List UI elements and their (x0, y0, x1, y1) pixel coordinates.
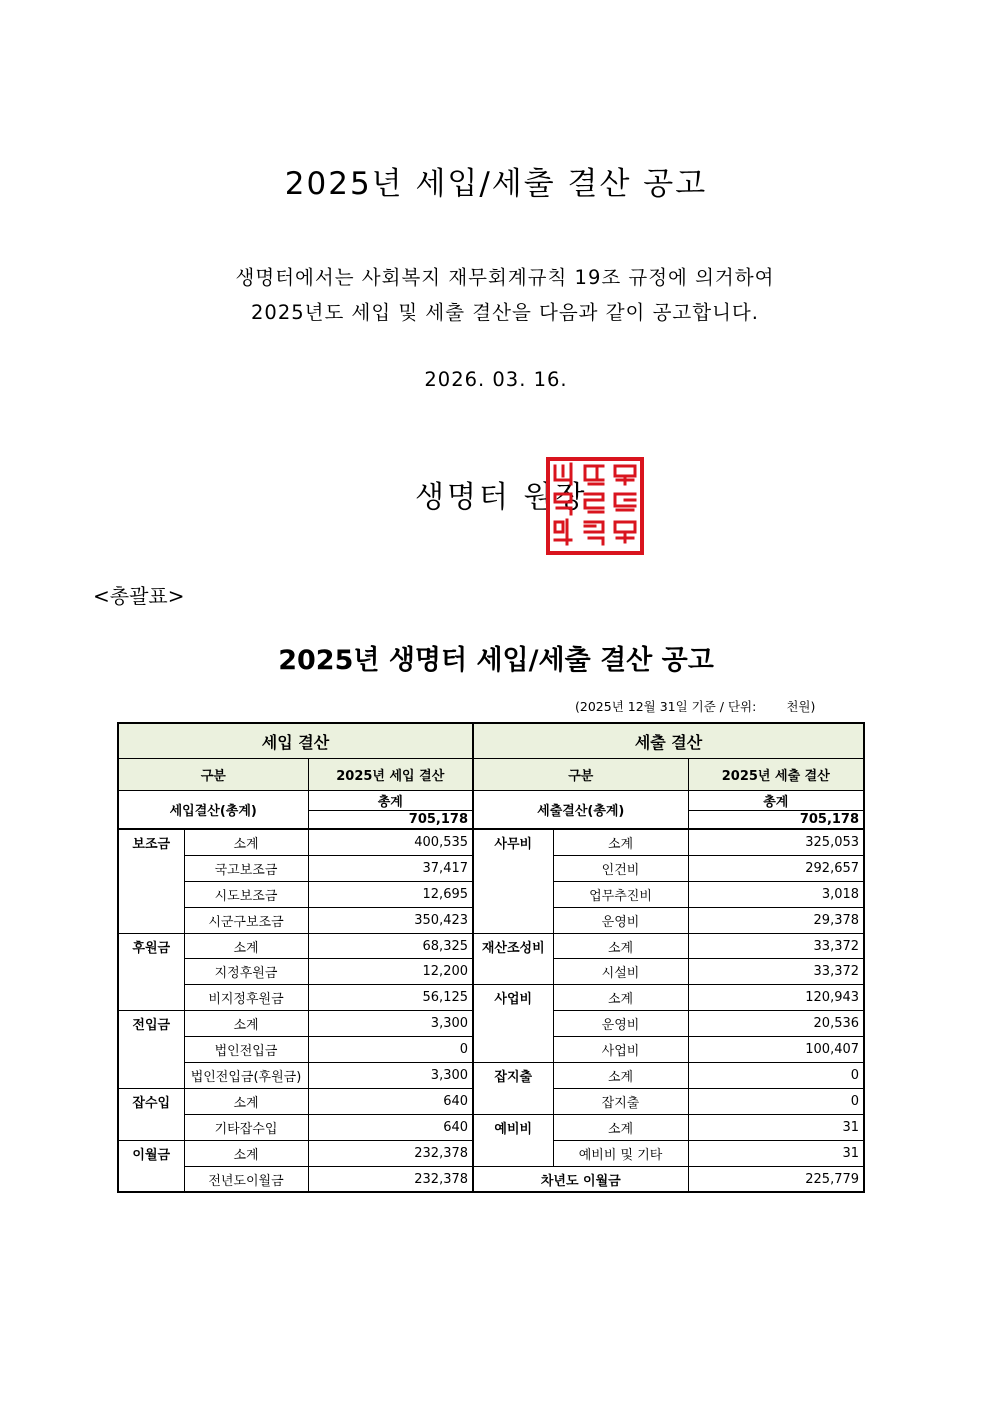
section-header-row (118, 723, 864, 759)
expense-amount: 0 (688, 1088, 864, 1114)
expense-amount: 0 (688, 1063, 864, 1089)
expense-amount: 3,018 (688, 881, 864, 907)
revenue-amount: 3,300 (308, 1011, 473, 1037)
revenue-amount: 12,695 (308, 881, 473, 907)
revenue-category: 잡수입 (118, 1088, 184, 1140)
expense-item: 운영비 (553, 1011, 688, 1037)
table-row (118, 1114, 864, 1140)
expense-amount: 292,657 (688, 855, 864, 881)
revenue-item: 법인전입금 (184, 1037, 308, 1063)
revenue-amount: 12,200 (308, 959, 473, 985)
revenue-amount-header: 2025년 세입 결산 (308, 759, 473, 791)
expense-item: 소계 (553, 1114, 688, 1140)
expense-amount: 225,779 (688, 1166, 864, 1192)
expense-category: 잡지출 (473, 1063, 553, 1115)
expense-section-header: 세출 결산 (473, 723, 864, 759)
expense-item: 소계 (553, 829, 688, 855)
revenue-category: 보조금 (118, 829, 184, 933)
revenue-amount: 400,535 (308, 829, 473, 855)
revenue-item: 소계 (184, 1140, 308, 1166)
revenue-amount: 0 (308, 1037, 473, 1063)
revenue-amount: 350,423 (308, 907, 473, 933)
revenue-amount: 68,325 (308, 933, 473, 959)
expense-amount: 120,943 (688, 985, 864, 1011)
expense-item: 소계 (553, 1063, 688, 1089)
expense-category: 차년도 이월금 (473, 1166, 688, 1192)
revenue-amount: 640 (308, 1114, 473, 1140)
revenue-item: 비지정후원금 (184, 985, 308, 1011)
expense-amount: 325,053 (688, 829, 864, 855)
table-row (118, 985, 864, 1011)
revenue-item: 전년도이월금 (184, 1166, 308, 1192)
basis-date: (2025년 12월 31일 기준 / 단위: (575, 699, 757, 714)
revenue-section-header: 세입 결산 (118, 723, 473, 759)
signer-name: 생명터 원장 (415, 480, 588, 515)
announcement-date: 2026. 03. 16. (424, 368, 568, 391)
revenue-total-word: 총계 (308, 791, 473, 811)
expense-amount: 33,372 (688, 933, 864, 959)
expense-item: 운영비 (553, 907, 688, 933)
revenue-item: 소계 (184, 1088, 308, 1114)
expense-item: 잡지출 (553, 1088, 688, 1114)
expense-total-word: 총계 (688, 791, 864, 811)
revenue-category-header: 구분 (118, 759, 308, 791)
expense-item: 소계 (553, 985, 688, 1011)
revenue-amount: 232,378 (308, 1166, 473, 1192)
expense-category-header: 구분 (473, 759, 688, 791)
settlement-table (117, 722, 865, 1193)
expense-total-value: 705,178 (688, 811, 864, 830)
expense-amount-header: 2025년 세출 결산 (688, 759, 864, 791)
revenue-item: 소계 (184, 933, 308, 959)
revenue-category: 이월금 (118, 1140, 184, 1192)
table-row (118, 933, 864, 959)
expense-total-label: 세출결산(총계) (473, 791, 688, 830)
expense-amount: 31 (688, 1140, 864, 1166)
expense-amount: 100,407 (688, 1037, 864, 1063)
summary-section-label: <총괄표> (93, 584, 185, 608)
expense-item: 업무추진비 (553, 881, 688, 907)
document-title: 2025년 세입/세출 결산 공고 (284, 166, 708, 202)
basis-unit: 천원) (786, 699, 816, 714)
revenue-item: 소계 (184, 1011, 308, 1037)
expense-item: 시설비 (553, 959, 688, 985)
total-label-row (118, 791, 864, 811)
intro-line-2: 2025년도 세입 및 세출 결산을 다음과 같이 공고합니다. (251, 301, 759, 324)
expense-category: 사무비 (473, 829, 553, 933)
revenue-item: 법인전입금(후원금) (184, 1063, 308, 1089)
table-row (118, 829, 864, 855)
official-seal-icon (545, 456, 645, 556)
table-basis-note (575, 697, 815, 715)
revenue-item: 국고보조금 (184, 855, 308, 881)
revenue-item: 시군구보조금 (184, 907, 308, 933)
revenue-total-label: 세입결산(총계) (118, 791, 308, 830)
expense-amount: 29,378 (688, 907, 864, 933)
revenue-amount: 640 (308, 1088, 473, 1114)
expense-category: 예비비 (473, 1114, 553, 1166)
expense-category: 재산조성비 (473, 933, 553, 985)
revenue-item: 지정후원금 (184, 959, 308, 985)
revenue-item: 시도보조금 (184, 881, 308, 907)
revenue-item: 소계 (184, 829, 308, 855)
table-row (118, 1063, 864, 1089)
revenue-category: 후원금 (118, 933, 184, 1011)
expense-item: 예비비 및 기타 (553, 1140, 688, 1166)
intro-line-1: 생명터에서는 사회복지 재무회계규칙 19조 규정에 의거하여 (235, 266, 775, 289)
expense-category: 사업비 (473, 985, 553, 1063)
expense-amount: 20,536 (688, 1011, 864, 1037)
expense-amount: 31 (688, 1114, 864, 1140)
revenue-item: 기타잡수입 (184, 1114, 308, 1140)
expense-item: 인건비 (553, 855, 688, 881)
revenue-total-value: 705,178 (308, 811, 473, 830)
table-row (118, 1166, 864, 1192)
expense-amount: 33,372 (688, 959, 864, 985)
expense-item: 사업비 (553, 1037, 688, 1063)
column-header-row (118, 759, 864, 791)
expense-item: 소계 (553, 933, 688, 959)
revenue-amount: 37,417 (308, 855, 473, 881)
table-title: 2025년 생명터 세입/세출 결산 공고 (278, 645, 714, 676)
revenue-amount: 3,300 (308, 1063, 473, 1089)
revenue-amount: 232,378 (308, 1140, 473, 1166)
revenue-amount: 56,125 (308, 985, 473, 1011)
revenue-category: 전입금 (118, 1011, 184, 1089)
